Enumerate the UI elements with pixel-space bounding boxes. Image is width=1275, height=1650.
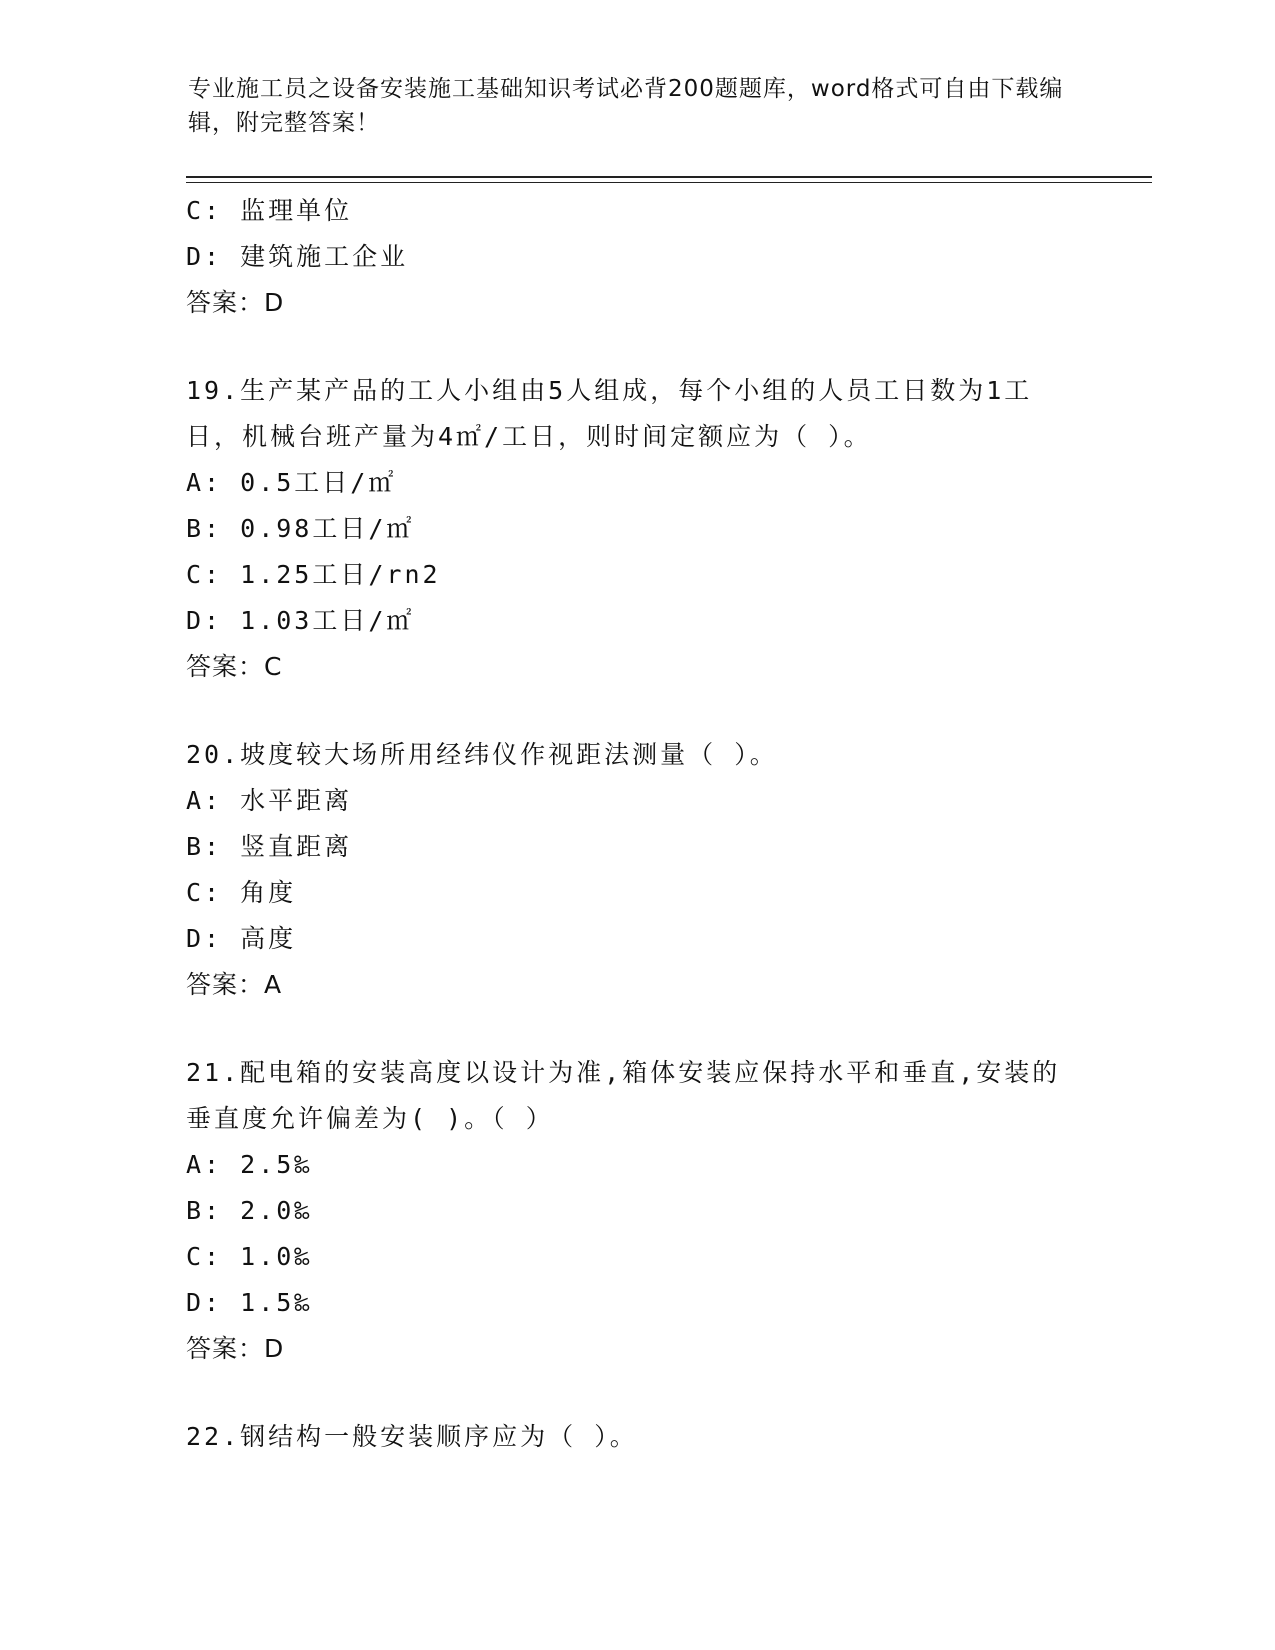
answer-line: 答案：C [186,652,283,681]
question-block-20 [186,732,1146,1008]
question-text: 19.生产某产品的工人小组由5人组成，每个小组的人员工日数为1工日，机械台班产量为4㎡/工日，则时间定额应为（ ）。 [186,376,1033,451]
spacer [186,690,1146,732]
option-line: A: 2.5‰ [186,1150,313,1179]
option-line: B: 2.0‰ [186,1196,313,1225]
spacer [186,1372,1146,1414]
option-line: A: 0.5工日/㎡ [186,468,397,497]
option-line: C: 1.25工日/rn2 [186,560,441,589]
option-line: D: 建筑施工企业 [186,242,409,271]
question-text: 20.坡度较大场所用经纬仪作视距法测量（ ）。 [186,740,778,769]
question-block-22 [186,1414,1146,1460]
answer-line: 答案：D [186,1334,285,1363]
option-line: C: 监理单位 [186,196,353,225]
option-line: B: 竖直距离 [186,832,353,861]
spacer [186,326,1146,368]
option-line: D: 1.03工日/㎡ [186,606,415,635]
document-header-title: 专业施工员之设备安装施工基础知识考试必背200题题库，word格式可自由下载编辑，附完整答案！ [188,76,1064,136]
option-line: C: 1.0‰ [186,1242,313,1271]
question-block-21 [186,1050,1146,1372]
option-line: B: 0.98工日/㎡ [186,514,415,543]
spacer [186,1008,1146,1050]
option-line: D: 高度 [186,924,297,953]
header-rule-thick [186,176,1152,178]
option-line: C: 角度 [186,878,297,907]
document-content [186,188,1146,1460]
answer-line: 答案：A [186,970,283,999]
question-block-partial [186,188,1146,326]
option-line: D: 1.5‰ [186,1288,313,1317]
question-block-19 [186,368,1146,690]
option-line: A: 水平距离 [186,786,353,815]
answer-line: 答案：D [186,288,285,317]
header-rule-thin [186,182,1152,183]
question-text: 22.钢结构一般安装顺序应为（ ）。 [186,1422,638,1451]
question-text: 21.配电箱的安装高度以设计为准,箱体安装应保持水平和垂直,安装的垂直度允许偏差为( )。（ ） [186,1058,1061,1133]
